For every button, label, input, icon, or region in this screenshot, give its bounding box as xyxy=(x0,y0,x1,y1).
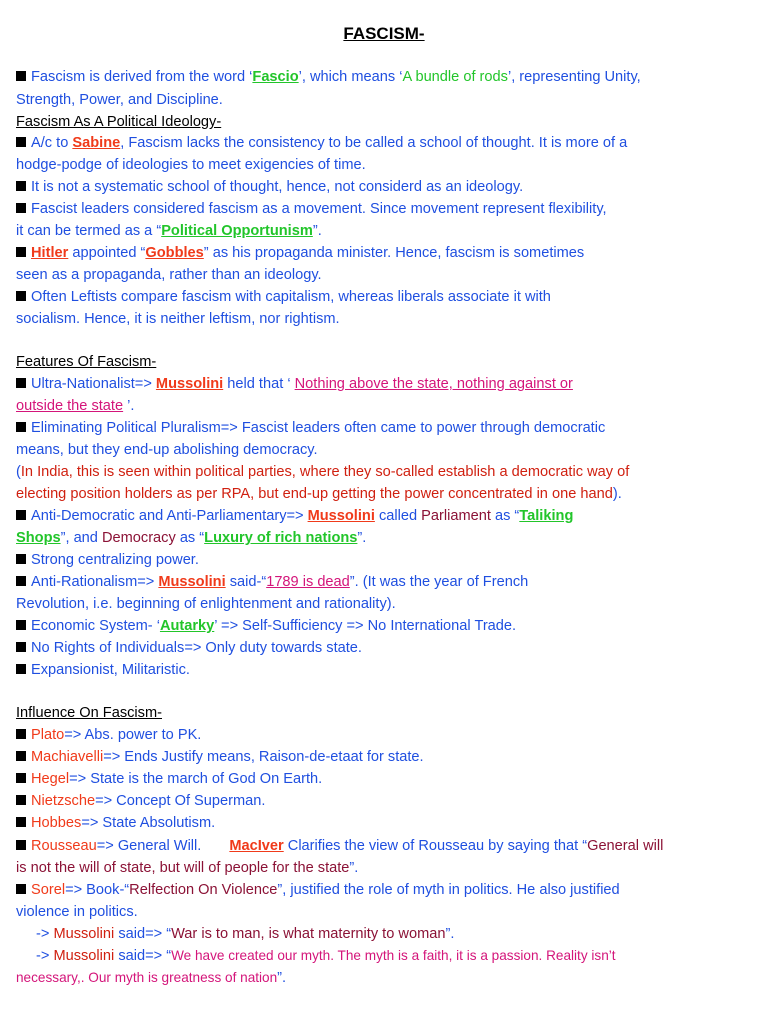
influence-plato: Plato=> Abs. power to PK. xyxy=(16,726,201,744)
bullet-icon xyxy=(16,247,26,257)
keyword-fascio: Fascio xyxy=(252,69,299,85)
bullet-icon xyxy=(16,795,26,805)
feature-line-3: (In India, this is seen within political parties, where they so-called establish a democratic way of xyxy=(16,464,630,480)
keyword-maciver: MacIver xyxy=(229,838,284,854)
ideology-line-3: It is not a systematic school of thought, hence, not considerd as an ideology. xyxy=(16,178,523,196)
bullet-icon xyxy=(16,137,26,147)
ideology-line-7: seen as a propaganda, rather than an ideology. xyxy=(16,267,322,283)
bullet-icon xyxy=(16,664,26,674)
feature-line-2: Eliminating Political Pluralism=> Fascist leaders often came to power through democratic xyxy=(16,419,605,437)
influence-hegel: Hegel=> State is the march of God On Earth. xyxy=(16,770,322,788)
quote-1789-is-dead: 1789 is dead xyxy=(266,574,350,590)
feature-line-7: Economic System- ‘Autarky’ => Self-Sufficiency => No International Trade. xyxy=(16,617,516,635)
keyword-hitler: Hitler xyxy=(31,245,69,261)
ideology-line-2: hodge-podge of ideologies to meet exigencies of time. xyxy=(16,157,366,173)
influence-rousseau-b: is not the will of state, but will of people for the state”. xyxy=(16,860,359,876)
bullet-icon xyxy=(16,817,26,827)
intro-line-2: Strength, Power, and Discipline. xyxy=(16,92,223,108)
influence-rousseau: Rousseau=> General Will. MacIver Clarifies the view of Rousseau by saying that “General will xyxy=(16,837,663,855)
keyword-sabine: Sabine xyxy=(72,135,121,151)
ideology-line-4: Fascist leaders considered fascism as a movement. Since movement represent flexibility, xyxy=(16,200,607,218)
keyword-political-opportunism: Political Opportunism xyxy=(161,223,313,239)
mussolini-quote-2: -> Mussolini said=> “We have created our myth. The myth is a faith, it is a passion. Reality isn’t xyxy=(36,948,616,964)
ideology-line-5: it can be termed as a “Political Opportunism”. xyxy=(16,223,322,239)
influence-hobbes: Hobbes=> State Absolutism. xyxy=(16,814,215,832)
bullet-icon xyxy=(16,729,26,739)
keyword-taliking-shops: Taliking xyxy=(519,508,574,524)
bullet-icon xyxy=(16,181,26,191)
bullet-icon xyxy=(16,642,26,652)
bullet-icon xyxy=(16,884,26,894)
feature-line-8: No Rights of Individuals=> Only duty towards state. xyxy=(16,639,362,657)
feature-line-1: Ultra-Nationalist=> Mussolini held that ‘ Nothing above the state, nothing against or xyxy=(16,375,573,393)
section-heading-influence: Influence On Fascism- xyxy=(16,705,162,721)
feature-line-4: Anti-Democratic and Anti-Parliamentary=> Mussolini called Parliament as “Taliking xyxy=(16,507,573,525)
page-title: FASCISM- xyxy=(343,24,425,43)
feature-line-6b: Revolution, i.e. beginning of enlightenment and rationality). xyxy=(16,596,396,612)
bullet-icon xyxy=(16,422,26,432)
feature-line-9: Expansionist, Militaristic. xyxy=(16,661,190,679)
bullet-icon xyxy=(16,773,26,783)
influence-machiavelli: Machiavelli=> Ends Justify means, Raison-de-etaat for state. xyxy=(16,748,424,766)
ideology-line-6: Hitler appointed “Gobbles” as his propaganda minister. Hence, fascism is sometimes xyxy=(16,244,584,262)
bullet-icon xyxy=(16,554,26,564)
feature-line-4b: Shops”, and Democracy as “Luxury of rich nations”. xyxy=(16,530,367,546)
bullet-icon xyxy=(16,510,26,520)
bullet-icon xyxy=(16,751,26,761)
influence-nietzsche: Nietzsche=> Concept Of Superman. xyxy=(16,792,265,810)
section-heading-ideology: Fascism As A Political Ideology- xyxy=(16,114,222,130)
section-heading-features: Features Of Fascism- xyxy=(16,354,157,370)
intro-line-1: Fascism is derived from the word ‘Fascio’, which means ‘A bundle of rods’, representing Unity, xyxy=(16,68,641,86)
keyword-bundle-of-rods: A bundle of rods xyxy=(402,69,508,85)
ideology-line-8: Often Leftists compare fascism with capitalism, whereas liberals associate it with xyxy=(16,288,551,306)
bullet-icon xyxy=(16,840,26,850)
bullet-icon xyxy=(16,71,26,81)
influence-sorel: Sorel=> Book-“Relfection On Violence”, justified the role of myth in politics. He also justified xyxy=(16,881,620,899)
ideology-line-9: socialism. Hence, it is neither leftism, nor rightism. xyxy=(16,311,340,327)
influence-sorel-b: violence in politics. xyxy=(16,904,138,920)
mussolini-quote-2b: necessary,. Our myth is greatness of nation”. xyxy=(16,970,287,986)
bullet-icon xyxy=(16,576,26,586)
bullet-icon xyxy=(16,203,26,213)
mussolini-quote-1: -> Mussolini said=> “War is to man, is what maternity to woman”. xyxy=(36,926,455,942)
keyword-autarky: Autarky xyxy=(159,618,215,634)
bullet-icon xyxy=(16,378,26,388)
quote-nothing-above-state: Nothing above the state, nothing against or xyxy=(294,376,573,392)
bullet-icon xyxy=(16,291,26,301)
feature-line-5: Strong centralizing power. xyxy=(16,551,199,569)
feature-line-6: Anti-Rationalism=> Mussolini said-“1789 is dead”. (It was the year of French xyxy=(16,573,528,591)
ideology-line-1: A/c to Sabine, Fascism lacks the consistency to be called a school of thought. It is more of a xyxy=(16,134,627,152)
feature-line-3b: electing position holders as per RPA, but end-up getting the power concentrated in one hand). xyxy=(16,486,622,502)
feature-line-1b: outside the state ’. xyxy=(16,398,135,414)
keyword-mussolini: Mussolini xyxy=(158,574,226,590)
keyword-mussolini: Mussolini xyxy=(155,376,224,392)
keyword-mussolini: Mussolini xyxy=(307,508,375,524)
keyword-gobbles: Gobbles xyxy=(145,245,204,261)
keyword-luxury-rich-nations: Luxury of rich nations xyxy=(204,530,358,546)
feature-line-2b: means, but they end-up abolishing democracy. xyxy=(16,442,318,458)
bullet-icon xyxy=(16,620,26,630)
